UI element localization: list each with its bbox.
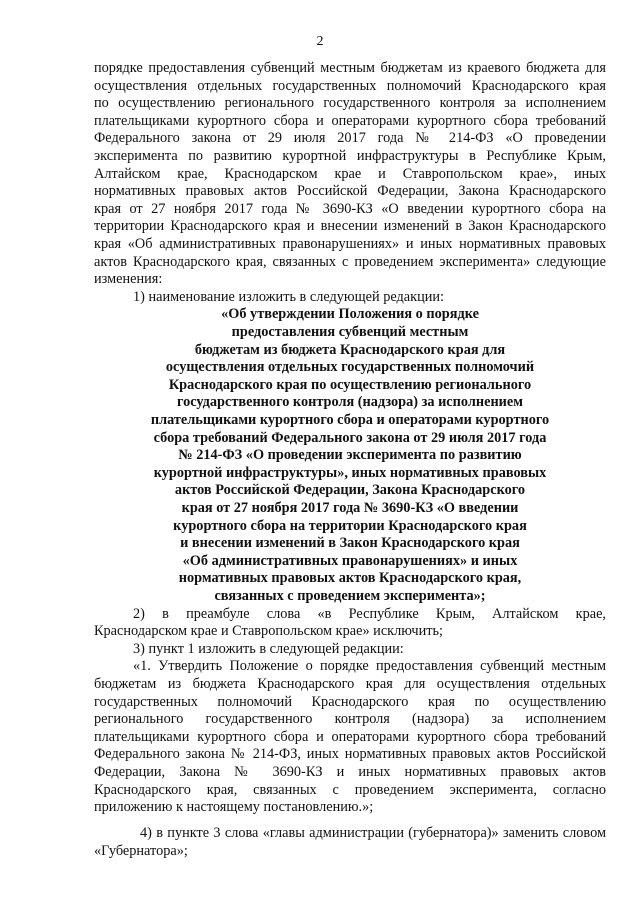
- page-number: 2: [316, 34, 324, 49]
- text-line: Краснодарского края, связанных с проведением эксперимента, согласно: [94, 781, 606, 798]
- title-line: Краснодарского края по осуществлению регионального: [168, 376, 532, 393]
- title-line: актов Российской Федерации, Закона Краснодарского: [174, 482, 526, 499]
- text-line: регионального государственного контроля (надзора) за исполнением: [94, 711, 606, 728]
- text-line: приложению к настоящему постановлению.»;: [94, 799, 374, 816]
- title-line: государственного контроля (надзора) за исполнением: [176, 394, 524, 411]
- text-line: плательщиками курортного сбора и операторами курортного сбора требований: [94, 728, 606, 745]
- title-line: связанных с проведением эксперимента»;: [214, 588, 486, 604]
- title-line: курортной инфраструктуры», иных нормативных правовых: [153, 464, 547, 481]
- text-line: нормативных правовых актов Российской Федерации, Закона Краснодарского: [94, 183, 606, 200]
- text-line: «Губернатора»;: [94, 842, 188, 859]
- text-line: изменения:: [94, 271, 163, 288]
- title-line: «Об утверждении Положения о порядке: [221, 306, 479, 323]
- text-line: Федерации, Закона № 3690-КЗ и иных нормативных правовых актов: [94, 764, 606, 780]
- item-3: 3) пункт 1 изложить в следующей редакции:: [133, 640, 404, 657]
- item-1: 1) наименование изложить в следующей редакции:: [133, 288, 444, 305]
- text-line: Алтайском крае, Краснодарском крае и Ставропольском крае», иных: [94, 165, 606, 182]
- text-line: края «Об административных правонарушениях» и иных нормативных правовых: [94, 236, 606, 252]
- text-line: эксперимента по развитию курортной инфраструктуры в Республике Крым,: [94, 148, 606, 164]
- title-line: предоставления субвенций местным: [231, 324, 469, 340]
- title-line: курортного сбора на территории Краснодарского края: [173, 517, 527, 534]
- title-line: сбора требований Федерального закона от 29 июля 2017 года: [153, 429, 547, 446]
- text-line: Федерального закона от 29 июля 2017 года № 214-ФЗ «О проведении: [94, 130, 606, 147]
- title-line: и внесении изменений в Закон Краснодарского края: [180, 535, 520, 552]
- text-line: осуществления отдельных государственных полномочий Краснодарского края: [94, 77, 606, 94]
- text-line: края от 27 ноября 2017 года № 3690-КЗ «О введении курортного сбора на: [94, 200, 606, 217]
- text-line: 2) в преамбуле слова «в Республике Крым, Алтайском крае,: [133, 605, 606, 622]
- text-line: Краснодарском крае и Ставропольском крае» исключить;: [94, 623, 443, 640]
- text-line: государственных полномочий Краснодарского края по осуществлению: [94, 693, 606, 710]
- text-line: порядке предоставления субвенций местным бюджетам из краевого бюджета для: [94, 60, 606, 76]
- text-line: плательщиками курортного сбора и операторами курортного сбора требований: [94, 112, 606, 129]
- title-line: нормативных правовых актов Краснодарского края,: [178, 570, 522, 587]
- title-line: края от 27 ноября 2017 года № 3690-КЗ «О введении: [181, 500, 519, 516]
- title-line: «Об административных правонарушениях» и иных: [182, 552, 518, 569]
- text-line: Федерального закона № 214-ФЗ, иных нормативных правовых актов Российской: [94, 746, 606, 763]
- text-line: 4) в пункте 3 слова «главы администрации (губернатора)» заменить словом: [140, 825, 606, 841]
- text-line: «1. Утвердить Положение о порядке предоставления субвенций местным: [133, 658, 606, 675]
- text-line: территории Краснодарского края и внесении изменений в Закон Краснодарского: [94, 218, 606, 235]
- text-line: по осуществлению регионального государственного контроля за исполнением: [94, 95, 606, 112]
- text-line: бюджетам из бюджета Краснодарского края для осуществления отдельных: [94, 676, 606, 692]
- title-line: бюджетам из бюджета Краснодарского края для: [194, 341, 506, 358]
- title-line: осуществления отдельных государственных полномочий: [165, 359, 535, 376]
- title-line: № 214-ФЗ «О проведении эксперимента по развитию: [178, 447, 522, 464]
- text-line: актов Краснодарского края, связанных с проведением эксперимента» следующие: [94, 253, 606, 270]
- title-line: плательщиками курортного сбора и операторами курортного: [150, 412, 550, 428]
